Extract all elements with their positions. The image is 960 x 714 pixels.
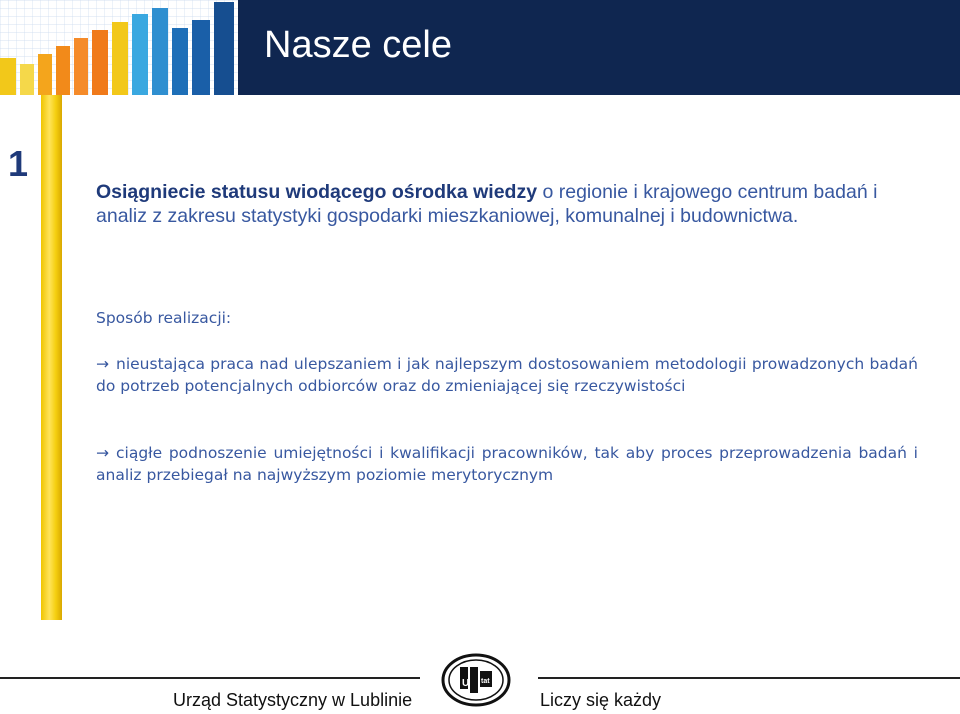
page-title: Nasze cele <box>264 24 452 66</box>
goal-rest-text: o regionie i krajowego centrum badań i analiz z zakresu statystyki gospodarki mieszkaniowej, komunalnej i budownictwa. <box>96 181 878 227</box>
svg-text:U: U <box>462 678 470 689</box>
header-banner <box>0 0 960 95</box>
footer-slogan: Liczy się każdy <box>540 690 662 710</box>
bullet-text: nieustająca praca nad ulepszaniem i jak najlepszym dostosowaniem metodologii prowadzonych badań do potrzeb potencjalnych odbiorców oraz do zmieniającej się rzeczywistości <box>96 355 918 395</box>
ustat-logo-icon <box>440 652 512 708</box>
goal-bold-text: Osiągniecie statusu wiodącego ośrodka wiedzy <box>96 181 538 203</box>
list-item <box>96 353 918 397</box>
footer-divider <box>538 677 960 679</box>
arrow-right-icon: → <box>96 444 109 462</box>
svg-text:tat: tat <box>481 678 490 685</box>
goal-section <box>96 180 918 228</box>
bar-chart-decoration-icon <box>0 0 260 95</box>
goal-text <box>96 180 918 228</box>
method-label: Sposób realizacji: <box>96 309 232 327</box>
bullet-text: ciągłe podnoszenie umiejętności i kwalifikacji pracowników, tak aby proces przeprowadzenia badań i analiz przebiegał na najwyższym poziomie merytorycznym <box>96 444 918 484</box>
arrow-right-icon: → <box>96 355 109 373</box>
footer-divider <box>0 677 420 679</box>
side-accent-bar <box>41 95 62 620</box>
list-item <box>96 442 918 486</box>
footer-organization: Urząd Statystyczny w Lublinie <box>173 690 413 710</box>
slide-number: 1 <box>8 143 29 184</box>
